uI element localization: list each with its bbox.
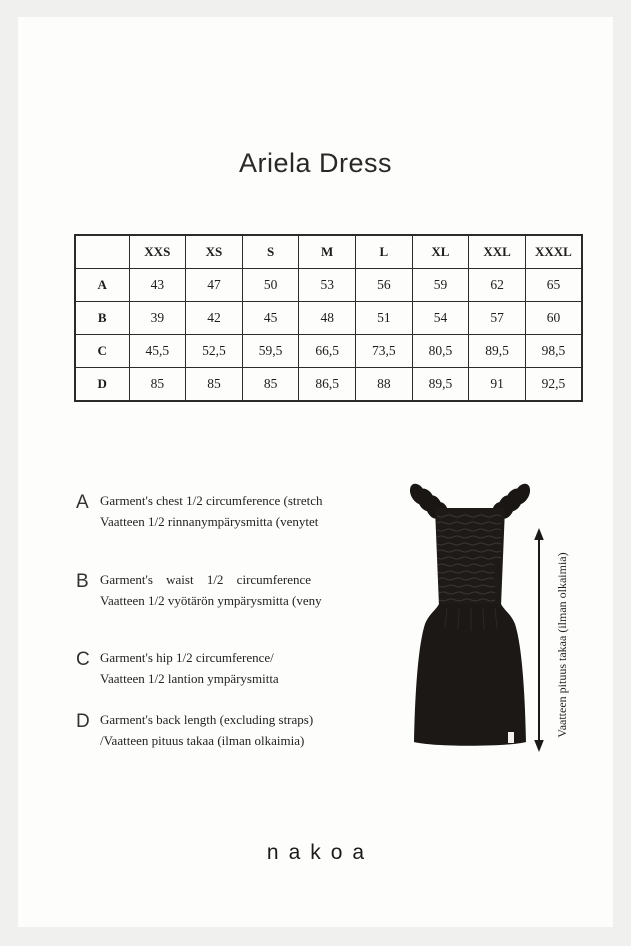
table-cell: 57 <box>469 302 526 335</box>
table-cell: 60 <box>525 302 582 335</box>
measurement-description-fi: Vaatteen 1/2 vyötärön ympärysmitta (veny <box>100 592 322 608</box>
column-header: XS <box>186 235 243 269</box>
back-length-arrow-label: Vaatteen pituus takaa (ilman olkaimia) <box>555 552 569 738</box>
column-header: XXXL <box>525 235 582 269</box>
dress-skirt <box>414 604 526 746</box>
table-cell: 59 <box>412 269 469 302</box>
table-cell: 56 <box>356 269 413 302</box>
measurement-description-fi: Vaatteen 1/2 rinnanympärysmitta (venytet <box>100 513 319 529</box>
page-title: Ariela Dress <box>238 148 393 178</box>
measurement-description-en: Garment's chest 1/2 circumference (stretch <box>100 493 323 508</box>
table-row <box>75 269 582 302</box>
table-cell: 42 <box>186 302 243 335</box>
measurement-description-en: Garment's back length (excluding straps) <box>100 712 314 727</box>
table-cell: 43 <box>129 269 186 302</box>
measurement-letter: A <box>76 492 89 513</box>
table-cell: 39 <box>129 302 186 335</box>
measurement-letter: B <box>76 571 89 592</box>
table-cell: 89,5 <box>469 335 526 368</box>
table-cell: 86,5 <box>299 368 356 402</box>
table-cell: 45,5 <box>129 335 186 368</box>
table-cell: 80,5 <box>412 335 469 368</box>
measurement-description-fi: Vaatteen 1/2 lantion ympärysmitta <box>100 670 279 686</box>
table-cell: 92,5 <box>525 368 582 402</box>
table-cell: 66,5 <box>299 335 356 368</box>
table-corner-cell <box>75 235 129 269</box>
table-header-row <box>75 235 582 269</box>
table-cell: 85 <box>186 368 243 402</box>
table-cell: 48 <box>299 302 356 335</box>
column-header: XXL <box>469 235 526 269</box>
row-label: C <box>75 335 129 368</box>
measurement-letter: D <box>76 711 90 732</box>
table-cell: 91 <box>469 368 526 402</box>
measurement-letter: C <box>76 649 90 670</box>
dress-hem-tag <box>508 732 514 743</box>
table-cell: 54 <box>412 302 469 335</box>
column-header: XL <box>412 235 469 269</box>
measurement-description-en: Garment's hip 1/2 circumference/ <box>100 650 274 665</box>
table-cell: 62 <box>469 269 526 302</box>
column-header: S <box>242 235 299 269</box>
brand-logo: nakoa <box>266 841 375 864</box>
table-cell: 98,5 <box>525 335 582 368</box>
table-row <box>75 335 582 368</box>
table-cell: 52,5 <box>186 335 243 368</box>
table-cell: 47 <box>186 269 243 302</box>
table-cell: 51 <box>356 302 413 335</box>
table-cell: 59,5 <box>242 335 299 368</box>
table-row <box>75 302 582 335</box>
row-label: A <box>75 269 129 302</box>
table-cell: 73,5 <box>356 335 413 368</box>
table-cell: 88 <box>356 368 413 402</box>
size-table <box>74 234 583 402</box>
column-header: L <box>356 235 413 269</box>
table-cell: 89,5 <box>412 368 469 402</box>
measurement-description-fi: /Vaatteen pituus takaa (ilman olkaimia) <box>100 732 305 748</box>
row-label: D <box>75 368 129 402</box>
column-header: M <box>299 235 356 269</box>
dress-illustration <box>403 478 537 752</box>
table-cell: 45 <box>242 302 299 335</box>
table-cell: 85 <box>242 368 299 402</box>
row-label: B <box>75 302 129 335</box>
table-cell: 85 <box>129 368 186 402</box>
table-cell: 65 <box>525 269 582 302</box>
table-row <box>75 368 582 402</box>
measurement-description-en: Garment's waist 1/2 circumference <box>100 572 312 587</box>
page <box>18 17 613 927</box>
table-cell: 53 <box>299 269 356 302</box>
measure-arrow-icon <box>532 528 546 752</box>
table-cell: 50 <box>242 269 299 302</box>
column-header: XXS <box>129 235 186 269</box>
